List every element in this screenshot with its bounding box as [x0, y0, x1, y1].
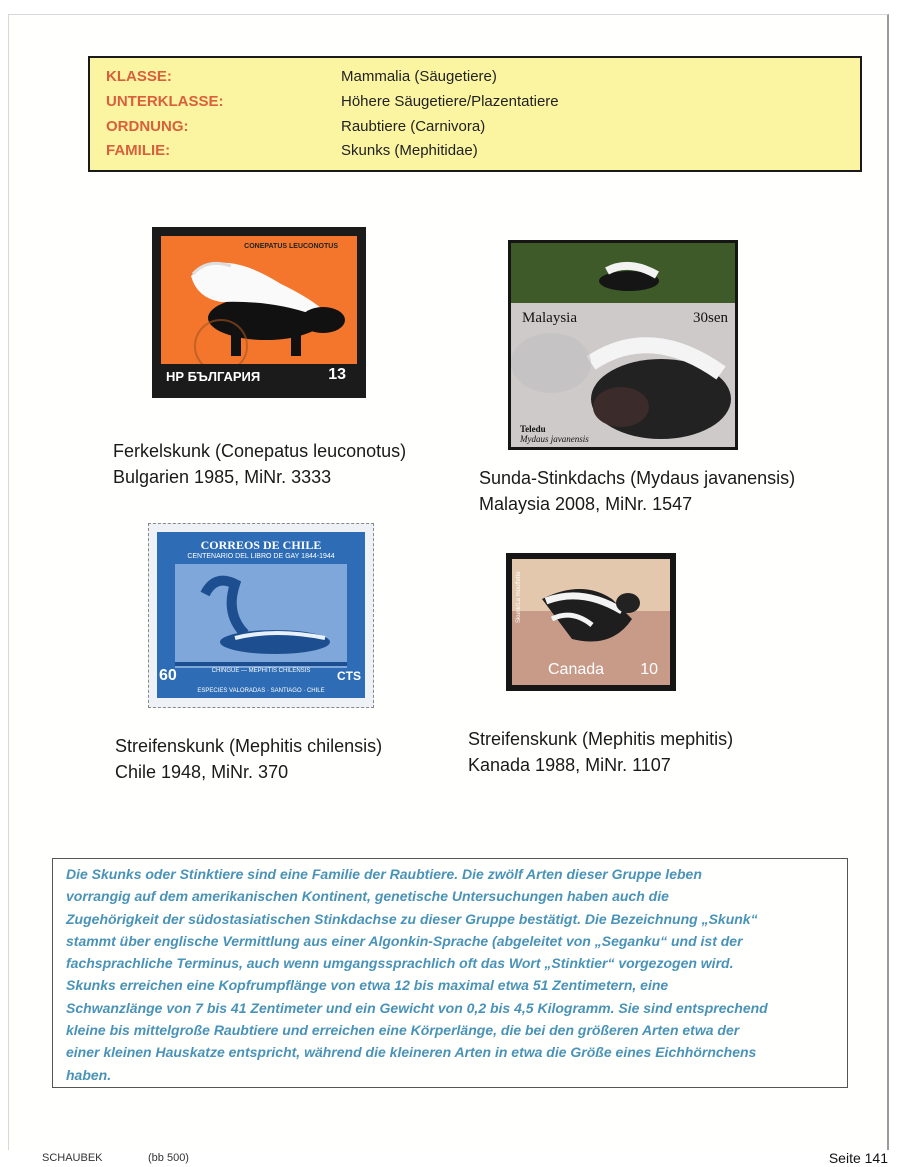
skunk-illustration — [161, 236, 357, 366]
stamp-species-label: CONEPATUS LEUCONOTUS — [244, 243, 338, 250]
stamp-country: Malaysia — [522, 310, 577, 326]
caption-canada — [468, 726, 733, 778]
taxonomy-row-familie — [106, 142, 846, 166]
caption-species: Sunda-Stinkdachs (Mydaus javanensis) — [479, 468, 796, 488]
skunk-illustration — [175, 564, 347, 668]
caption-species: Streifenskunk (Mephitis chilensis) — [115, 736, 383, 756]
caption-species: Ferkelskunk (Conepatus leuconotus) — [113, 441, 407, 461]
caption-bulgaria — [113, 438, 406, 490]
taxonomy-key: ORDNUNG: — [106, 118, 189, 135]
description-line: einer kleinen Hauskatze entspricht, während die kleineren Arten in etwa die Größe eines Eichhörnchens — [66, 1044, 757, 1061]
stamp-value: 10 — [640, 661, 658, 678]
taxonomy-key: FAMILIE: — [106, 142, 171, 159]
caption-catalog: Bulgarien 1985, MiNr. 3333 — [113, 467, 332, 487]
taxonomy-key: UNTERKLASSE: — [106, 93, 224, 110]
description-line: fachsprachliche Terminus, auch wenn umgangssprachlich oft das Wort „Stinktier“ vorgezogen wird. — [66, 955, 734, 972]
stamp-title: CORREOS DE CHILE — [200, 538, 322, 552]
footer-publisher: SCHAUBEK — [42, 1152, 103, 1164]
description-text — [66, 863, 840, 1086]
taxonomy-value: Höhere Säugetiere/Plazentatiere — [341, 93, 559, 110]
stamp-local-name: Teledu — [520, 424, 546, 434]
stamp-latin-name: Mydaus javanensis — [520, 434, 589, 444]
stamp-species-label: CHINGUE — MEPHITIS CHILENSIS — [211, 668, 311, 674]
caption-chile — [115, 733, 382, 785]
stamp-malaysia — [508, 240, 738, 450]
description-line: Skunks erreichen eine Kopfrumpflänge von etwa 12 bis maximal etwa 51 Zentimetern, eine — [66, 977, 669, 994]
taxonomy-value: Raubtiere (Carnivora) — [341, 118, 486, 135]
taxonomy-value: Mammalia (Säugetiere) — [341, 68, 497, 85]
taxonomy-row-ordnung — [106, 118, 846, 142]
caption-malaysia — [479, 465, 795, 517]
stamp-bulgaria — [152, 227, 366, 398]
description-line: Die Skunks oder Stinktiere sind eine Familie der Raubtiere. Die zwölf Arten dieser Gruppe leben — [66, 866, 702, 882]
stamp-currency: CTS — [337, 669, 361, 683]
stamp-canada — [506, 553, 676, 691]
caption-catalog: Malaysia 2008, MiNr. 1547 — [479, 494, 693, 514]
stamp-value: 60 — [159, 667, 177, 684]
description-line: Schwanzlänge von 7 bis 41 Zentimeter und ein Gewicht von 0,2 bis 4,5 Kilogramm. Sie sind entsprechend — [66, 999, 768, 1016]
description-line: kleine bis mittelgroße Raubtiere und erreichen eine Körperlänge, die bei den größeren Arten etwa der — [66, 1022, 740, 1039]
description-box — [52, 858, 848, 1088]
stamp-chile — [148, 523, 374, 708]
caption-species: Streifenskunk (Mephitis mephitis) — [468, 729, 734, 749]
skunk-small-illustration — [511, 243, 735, 303]
description-line: Zugehörigkeit der südostasiatischen Stinkdachse zu dieser Gruppe bestätigt. Die Bezeichnung „Skunk“ — [66, 910, 758, 927]
stamp-country: НР БЪЛГАРИЯ — [166, 369, 261, 384]
stamp-country: Canada — [548, 661, 605, 678]
stamp-value: 13 — [328, 366, 346, 383]
taxonomy-row-klasse — [106, 68, 846, 92]
description-line: haben. — [66, 1066, 112, 1083]
stamp-footer: ESPECIES VALORADAS · SANTIAGO · CHILE — [197, 688, 325, 694]
taxonomy-key: KLASSE: — [106, 68, 172, 85]
description-line: vorrangig auf dem amerikanischen Kontinent, genetische Untersuchungen haben auch die — [66, 888, 669, 905]
description-line: stammt über englische Vermittlung aus einer Algonkin-Sprache (abgeleitet von „Seganku“ und ist der — [66, 932, 743, 949]
taxonomy-row-unterklasse — [106, 93, 846, 117]
caption-catalog: Kanada 1988, MiNr. 1107 — [468, 755, 671, 775]
taxonomy-value: Skunks (Mephitidae) — [341, 142, 478, 159]
stamp-side-label: Skunk/La mouffette — [516, 571, 522, 623]
taxonomy-box — [88, 56, 862, 172]
caption-catalog: Chile 1948, MiNr. 370 — [115, 762, 289, 782]
footer-code: (bb 500) — [148, 1152, 189, 1164]
stamp-value: 30sen — [693, 310, 728, 326]
stamp-subtitle: CENTENARIO DEL LIBRO DE GAY 1844-1944 — [187, 553, 335, 560]
page-number: Seite 141 — [828, 1150, 888, 1166]
